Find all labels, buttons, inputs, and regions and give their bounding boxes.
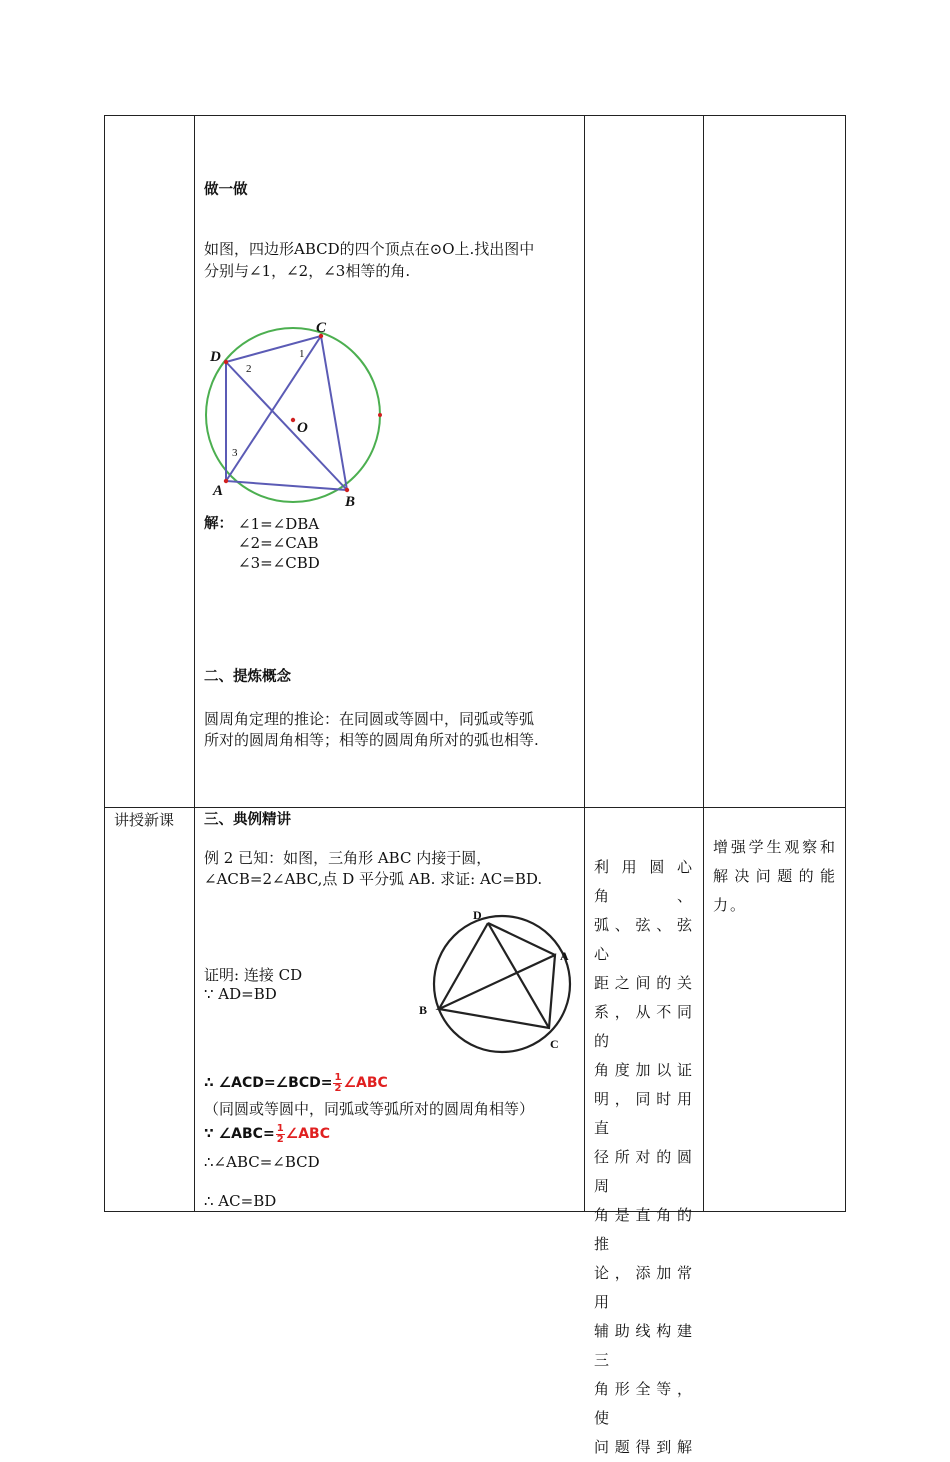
label-a-2: A <box>560 949 569 963</box>
label-b-2: B <box>419 1003 428 1017</box>
reason-text: （同圆或等圆中，同弧或等弧所对的圆周角相等） <box>204 1100 535 1118</box>
vertex-dot-d <box>224 360 228 364</box>
quadrilateral-abcd <box>226 336 347 490</box>
goal-line: 力。 <box>713 896 748 914</box>
vertex-dot-b <box>345 488 349 492</box>
design-intent-line: 辅助线构建三 <box>594 1322 694 1369</box>
fraction-denominator-2: 2 <box>276 1133 284 1145</box>
section-heading-concept: 二、提炼概念 <box>204 669 291 685</box>
equation-1-prefix: ∴ ∠ACD=∠BCD= <box>204 1075 333 1091</box>
triangle-abc <box>439 955 555 1028</box>
proof-line-1: 证明: 连接 CD <box>204 966 303 984</box>
table-row-divider <box>104 807 846 808</box>
design-intent-line: 角形全等，使 <box>594 1380 694 1427</box>
table-left-border <box>104 115 105 1212</box>
conclusion-line-2: ∴ AC=BD <box>204 1192 277 1210</box>
table-col-divider-2 <box>584 115 585 1212</box>
solution-label: 解： <box>204 516 233 532</box>
proof-line-2: ∵ AD=BD <box>204 985 277 1003</box>
table-right-border <box>845 115 846 1212</box>
table-top-border <box>104 115 846 116</box>
concept-text-line-2: 所对的圆周角相等；相等的圆周角所对的弧也相等. <box>204 731 539 749</box>
circle-o <box>206 328 380 502</box>
equation-angle-acd <box>204 1070 388 1096</box>
design-intent-line: 系，从不同的 <box>594 1003 694 1050</box>
center-dot-o <box>291 418 295 422</box>
fraction-one-half <box>333 1073 342 1094</box>
label-c: C <box>316 320 327 336</box>
equation-2-prefix: ∵ ∠ABC= <box>204 1126 275 1142</box>
section-heading-do-it: 做一做 <box>204 182 248 198</box>
label-d: D <box>210 349 221 365</box>
equation-2-suffix: ∠ABC <box>285 1126 330 1142</box>
problem-text-line-1: 如图，四边形ABCD的四个顶点在⊙O上.找出图中 <box>204 240 535 258</box>
design-intent-line: 角度加以证 <box>594 1061 694 1079</box>
equation-angle-abc <box>204 1121 330 1147</box>
problem-text-line-2: 分别与∠1，∠2，∠3相等的角. <box>204 262 411 280</box>
solution-line-3: ∠3=∠CBD <box>238 554 320 572</box>
table-col-divider-1 <box>194 115 195 1212</box>
design-intent-line: 径所对的圆周 <box>594 1148 694 1195</box>
example-line-2: ∠ACB=2∠ABC,点 D 平分弧 AB. 求证: AC=BD. <box>204 870 543 888</box>
angle-label-2: 2 <box>246 363 252 375</box>
conclusion-line-1: ∴∠ABC=∠BCD <box>204 1153 320 1171</box>
fraction-numerator: 1 <box>334 1071 342 1083</box>
chord-bd <box>439 923 488 1009</box>
design-intent-line: 角是直角的推 <box>594 1206 694 1253</box>
design-intent-line: 问题得到解 <box>594 1438 694 1456</box>
section-heading-example: 三、典例精讲 <box>204 812 291 828</box>
vertex-dot-a <box>224 479 228 483</box>
angle-label-3: 3 <box>232 447 238 459</box>
solution-line-2: ∠2=∠CAB <box>238 534 319 552</box>
circle-edge-dot <box>378 413 382 417</box>
label-d-2: D <box>473 908 482 922</box>
angle-label-1: 1 <box>299 348 305 360</box>
goal-line: 增强学生观察和 <box>713 838 837 856</box>
fraction-one-half-2 <box>276 1124 285 1145</box>
goal-line: 解决问题的能 <box>713 867 837 885</box>
label-c-2: C <box>550 1037 559 1051</box>
design-intent-line: 明，同时用直 <box>594 1090 694 1137</box>
figure-quadrilateral-in-circle <box>196 312 396 512</box>
figure-triangle-in-circle <box>410 902 580 1067</box>
design-intent-line: 利用圆心角、 <box>594 858 694 905</box>
table-col-divider-3 <box>703 115 704 1212</box>
design-intent-text <box>594 853 694 1462</box>
label-b: B <box>345 494 356 510</box>
concept-text-line-1: 圆周角定理的推论：在同圆或等圆中，同弧或等弧 <box>204 710 535 728</box>
fraction-denominator: 2 <box>334 1082 342 1094</box>
solution-line-1: ∠1=∠DBA <box>238 515 320 533</box>
label-a: A <box>213 483 224 499</box>
goal-text <box>713 833 837 920</box>
design-intent-line: 论，添加常用 <box>594 1264 694 1311</box>
design-intent-line: 弧、弦、弦心 <box>594 916 694 963</box>
equation-1-suffix: ∠ABC <box>343 1075 388 1091</box>
stage-label: 讲授新课 <box>114 811 175 829</box>
label-o: O <box>297 420 308 436</box>
design-intent-line: 距之间的关 <box>594 974 694 992</box>
fraction-numerator-2: 1 <box>276 1122 284 1134</box>
example-line-1: 例 2 已知：如图，三角形 ABC 内接于圆， <box>204 849 492 867</box>
